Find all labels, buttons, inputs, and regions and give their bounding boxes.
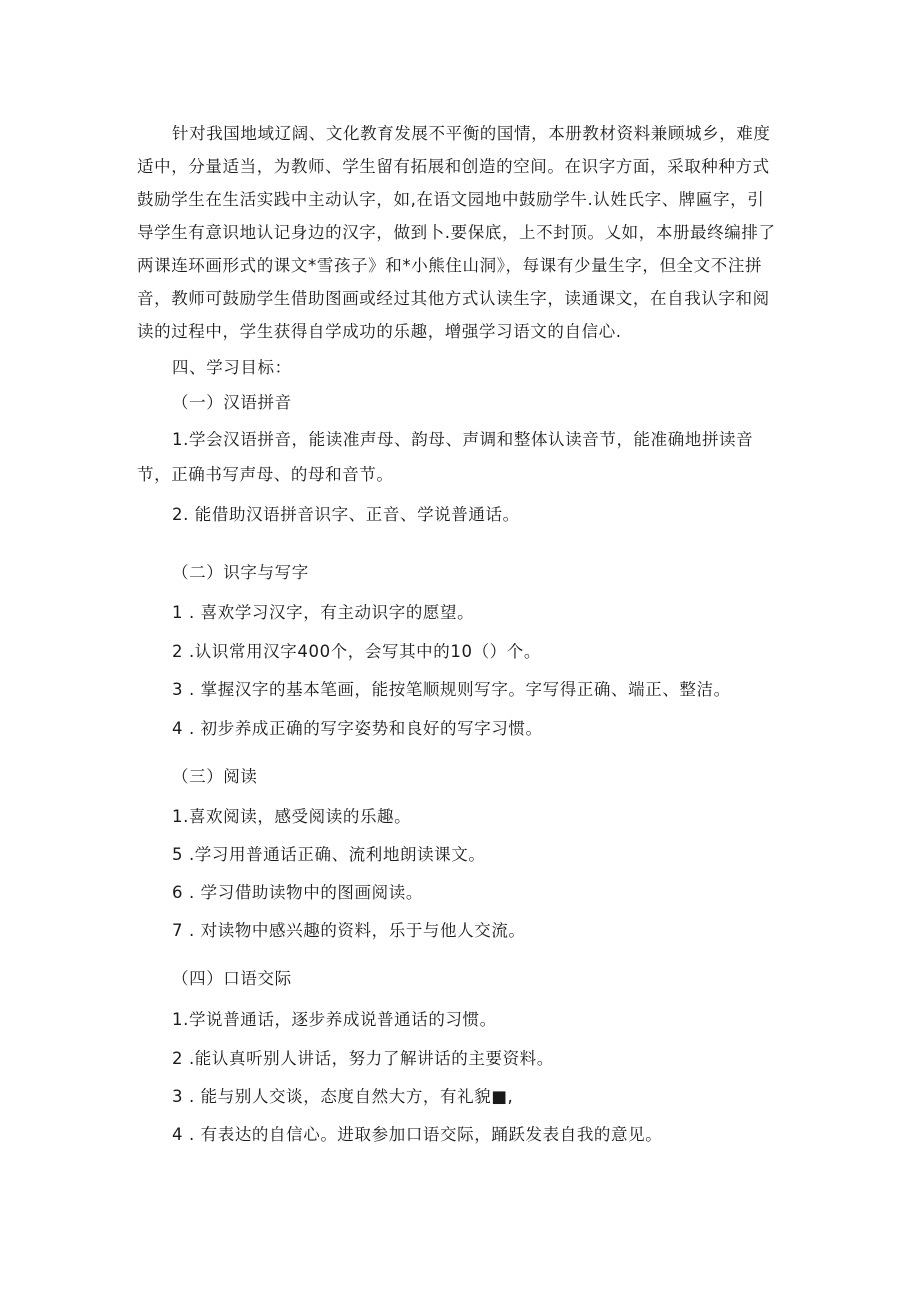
writing-item-4: 4 . 初步养成正确的写字姿势和良好的写字习惯。 — [172, 719, 543, 738]
oral-item-3: 3 . 能与别人交谈，态度自然大方，有礼貌■, — [172, 1087, 514, 1106]
intro-line-1: 针对我国地域辽阔、文化教育发展不平衡的国情，本册教材资料兼顾城乡，难度 — [172, 124, 771, 143]
writing-item-3: 3 . 掌握汉字的基本笔画，能按笔顺规则写字。字写得正确、端正、整洁。 — [172, 680, 731, 699]
reading-item-7: 7 . 对读物中感兴趣的资料，乐于与他人交流。 — [172, 921, 526, 940]
pinyin-item-2: 2. 能借助汉语拼音识字、正音、学说普通话。 — [172, 505, 520, 524]
section-title-learning-goals: 四、学习目标： — [172, 358, 292, 377]
heading-writing: （二）识字与写字 — [172, 563, 309, 582]
reading-item-6: 6 . 学习借助读物中的图画阅读。 — [172, 883, 423, 902]
intro-line-4: 导学生有意识地认记身边的汉字，做到卜.要保底，上不封顶。乂如，本册最终编排了 — [137, 223, 776, 242]
intro-line-7: 读的过程中，学生获得自学成功的乐趣，增强学习语文的自信心. — [137, 322, 622, 341]
reading-item-5: 5 .学习用普通话正确、流利地朗读课文。 — [172, 845, 486, 864]
heading-oral: （四）口语交际 — [172, 969, 292, 988]
reading-item-1: 1.喜欢阅读，感受阅读的乐趣。 — [172, 807, 412, 826]
oral-item-2: 2 .能认真听别人讲话，努力了解讲话的主要资料。 — [172, 1049, 554, 1068]
intro-line-6: 音，教师可鼓励学生借助图画或经过其他方式认读生字，读通课文，在自我认字和阅 — [137, 289, 770, 308]
intro-line-3: 鼓励学生在生活实践中主动认字，如,在语文园地中鼓励学牛.认姓氏字、牌匾字，引 — [137, 190, 765, 209]
pinyin-item-1-line-2: 节，正确书写声母、的母和音节。 — [137, 465, 394, 484]
oral-item-1: 1.学说普通话，逐步养成说普通话的习惯。 — [172, 1010, 497, 1029]
heading-reading: （三）阅读 — [172, 767, 258, 786]
pinyin-item-1-line-1: 1.学会汉语拼音，能读准声母、韵母、声调和整体认读音节，能准确地拼读音 — [172, 430, 754, 449]
intro-line-2: 适中，分量适当，为教师、学生留有拓展和创造的空间。在识字方面，采取种种方式 — [137, 157, 770, 176]
heading-pinyin: （一）汉语拼音 — [172, 393, 292, 412]
oral-item-4: 4 . 有表达的自信心。进取参加口语交际，踊跃发表自我的意见。 — [172, 1125, 663, 1144]
writing-item-2: 2 .认识常用汉字400个，会写其中的10（）个。 — [172, 642, 541, 661]
writing-item-1: 1 . 喜欢学习汉字，有主动识字的愿望。 — [172, 603, 475, 622]
intro-line-5: 两课连环画形式的课文*雪孩子》和*小熊住山洞》，每课有少量生字，但全文不注拼 — [137, 256, 763, 275]
